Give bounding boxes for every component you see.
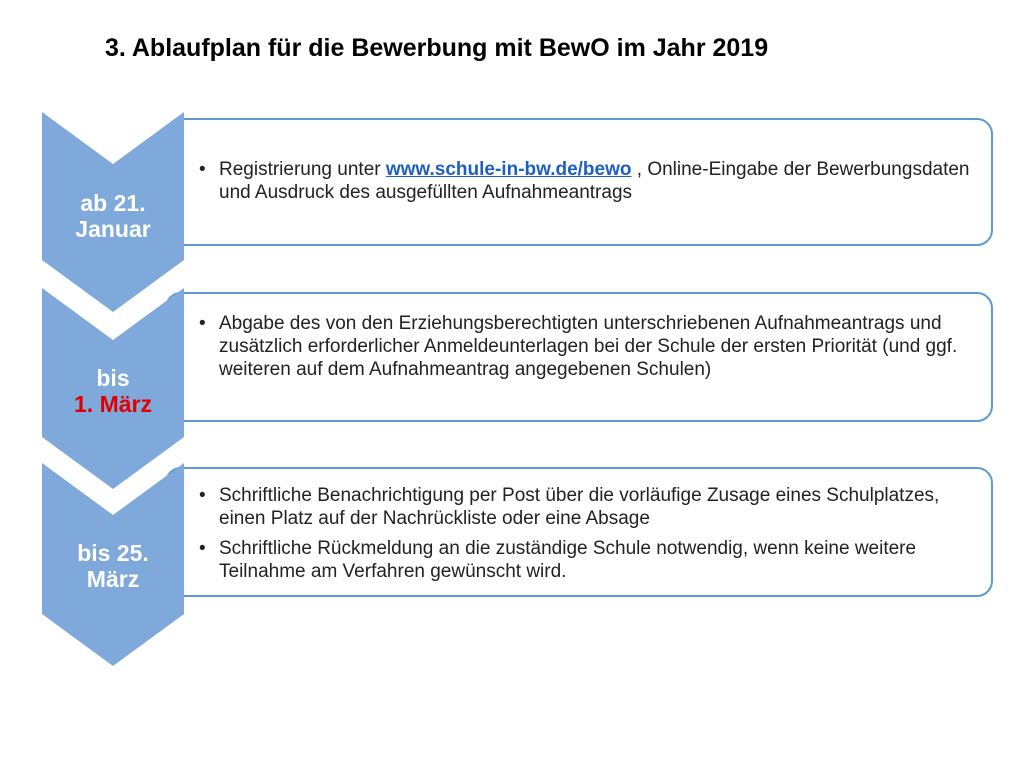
step-3-bullet-1: • Schriftliche Benachrichtigung per Post über die vorläufige Zusage eines Schulplatzes, einen Platz auf der Nachrückliste oder eine Absage [219, 484, 981, 530]
step-2-date-label: bis 1. März [42, 365, 184, 417]
step-3-text-box [165, 467, 993, 597]
step-2-text-box [165, 292, 993, 422]
step-3-bullet-2: • Schriftliche Rückmeldung an die zuständige Schule notwendig, wenn keine weitere Teilnahme am Verfahren gewünscht wird. [219, 537, 981, 583]
step-1-bullet-1: • Registrierung unter www.schule-in-bw.de/bewo , Online-Eingabe der Bewerbungsdaten und Ausdruck des ausgefüllten Aufnahmeantrags [219, 158, 981, 204]
deadline-highlight: 1. März [74, 391, 152, 417]
bewo-link[interactable]: www.schule-in-bw.de/bewo [385, 159, 632, 180]
step-1-date-label: ab 21. Januar [75, 190, 151, 242]
page-title: 3. Ablaufplan für die Bewerbung mit BewO im Jahr 2019 [105, 34, 769, 62]
step-1-text-box [165, 118, 993, 246]
step-3-date-label: bis 25. März [77, 540, 149, 592]
step-2-bullet-1: • Abgabe des von den Erziehungsberechtigten unterschriebenen Aufnahmeantrags und zusätzlich erforderlicher Anmeldeunterlagen bei der Schule der ersten Priorität (und ggf. weiteren auf dem Aufnahmeantrag angegebenen Schulen) [219, 312, 981, 381]
